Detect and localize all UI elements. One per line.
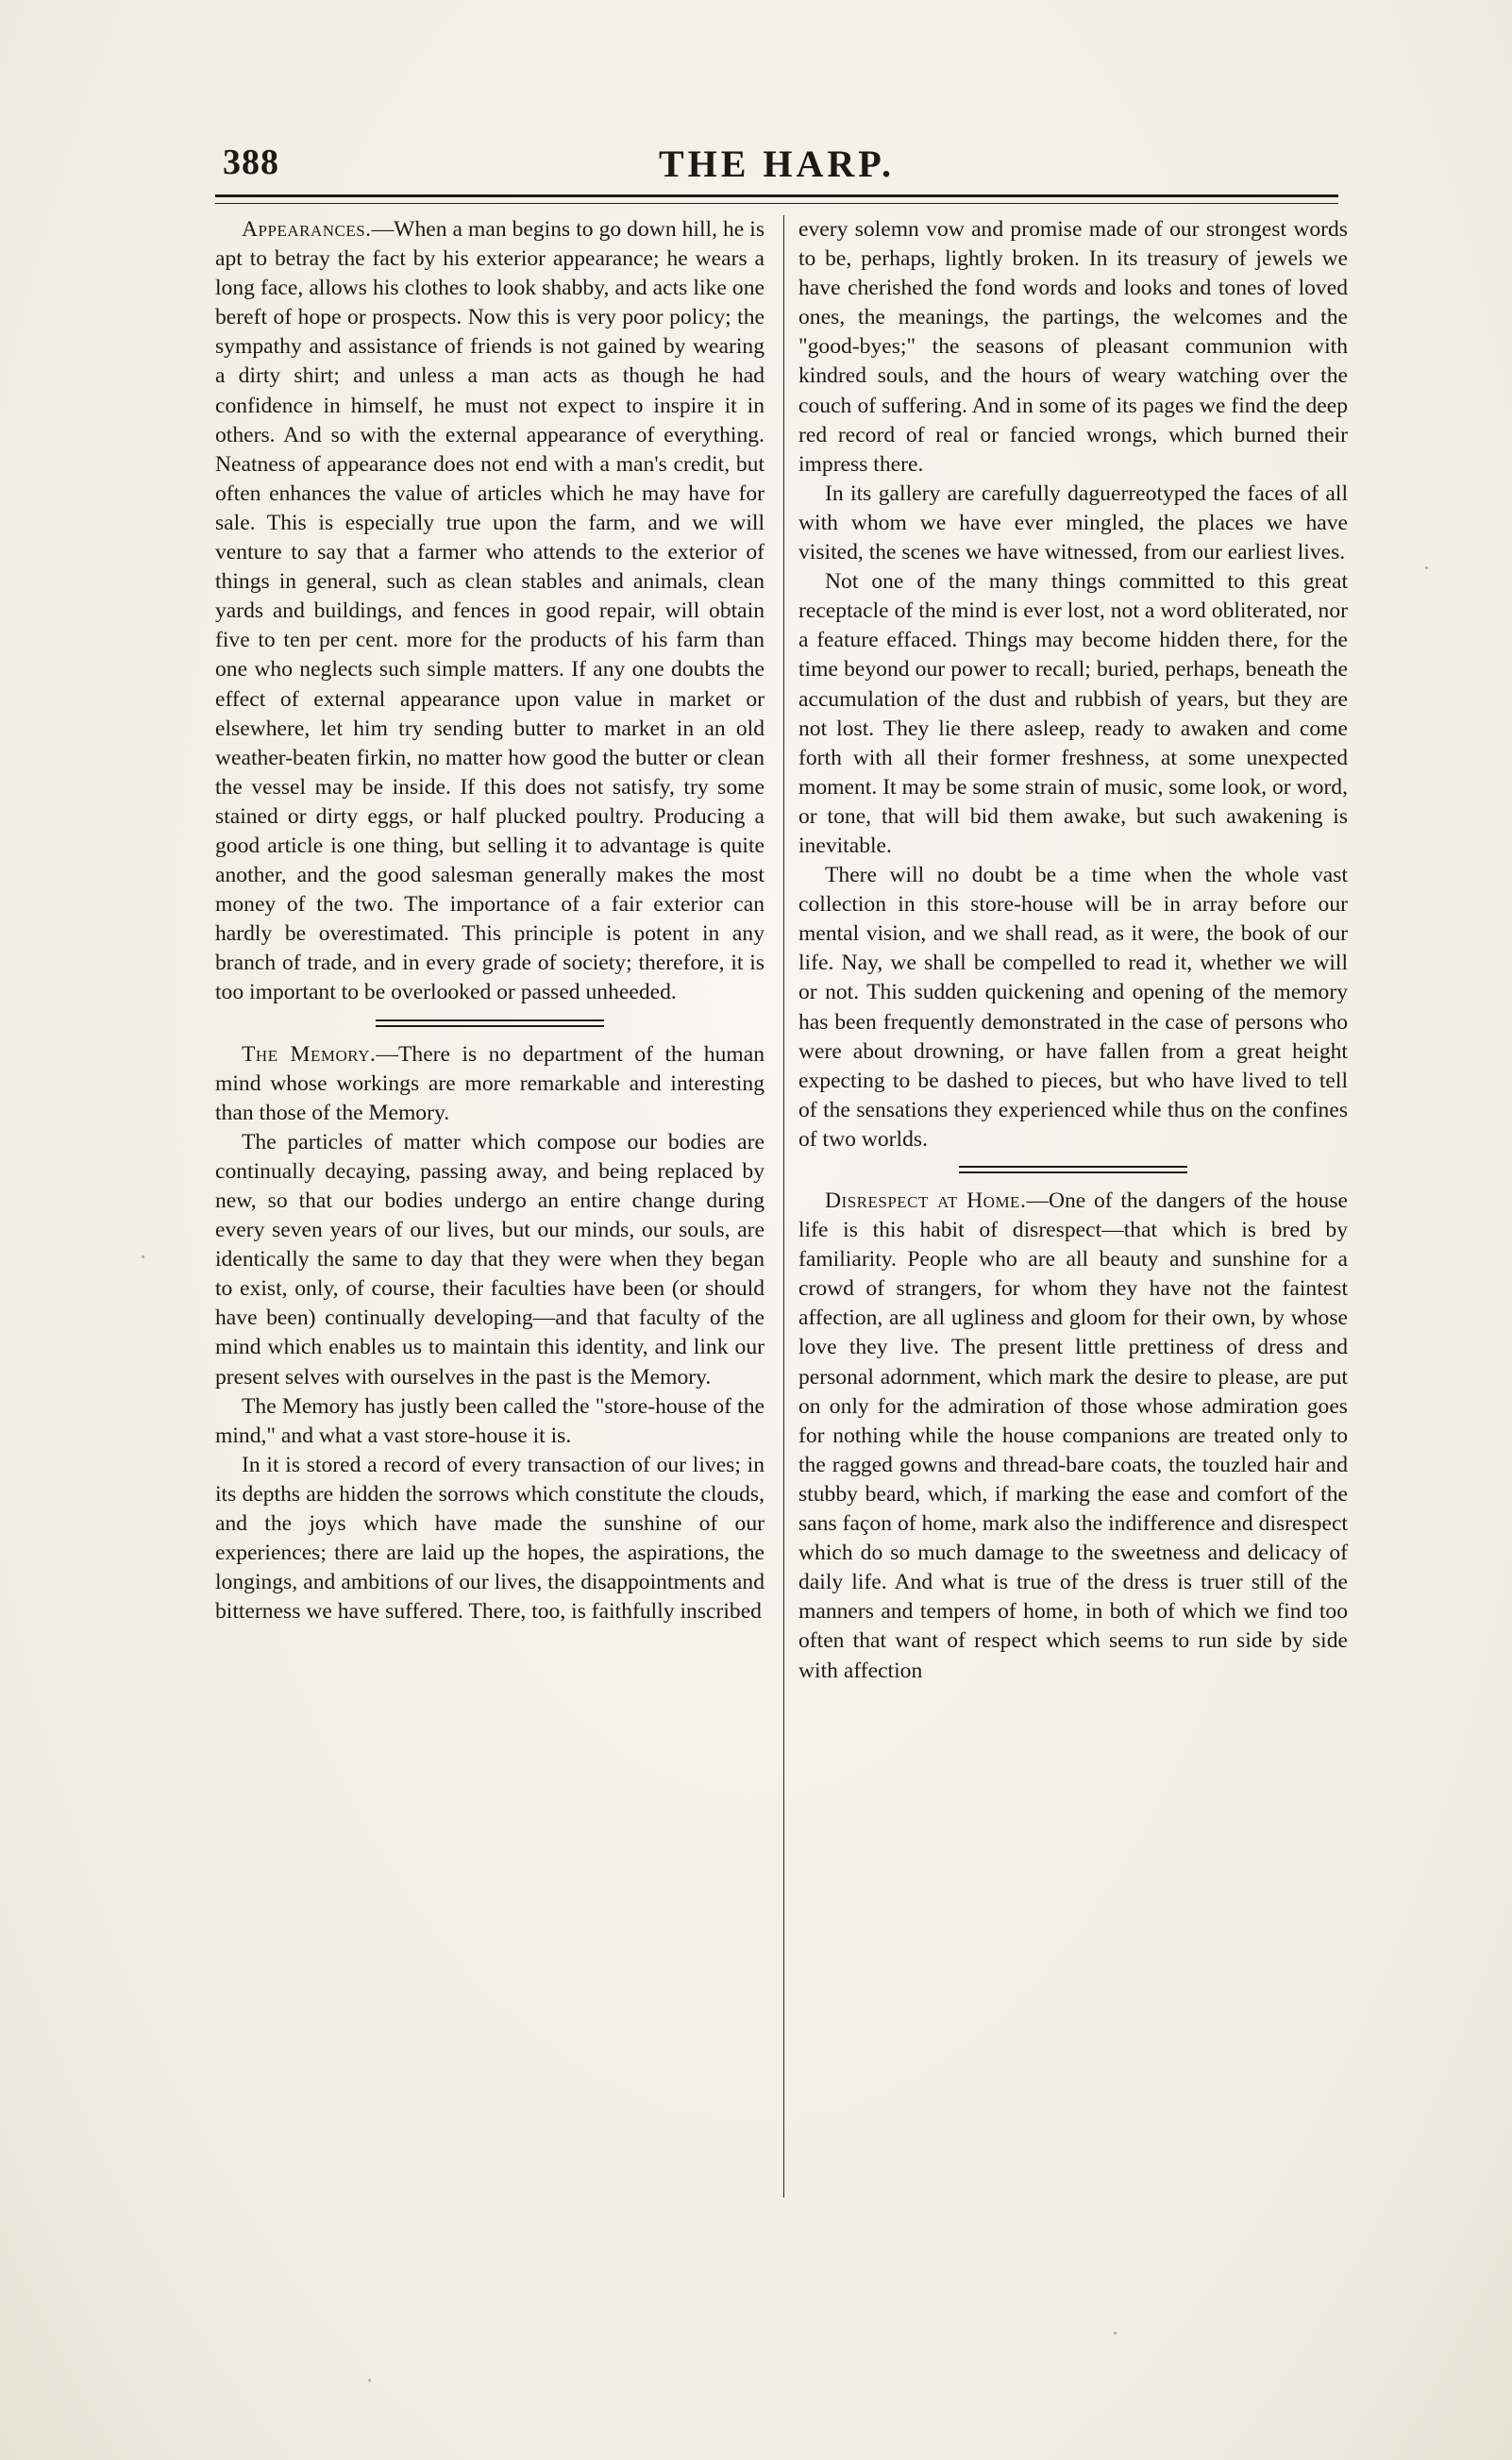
article-heading: Appearances.: [242, 217, 372, 242]
speck: [368, 2379, 371, 2382]
article-paragraph: [215, 1128, 764, 1392]
speck: [1425, 566, 1428, 569]
article-paragraph: [215, 1392, 764, 1451]
speck: [1114, 2332, 1117, 2334]
article-paragraph: [798, 861, 1348, 1154]
paragraph-text: There will no doubt be a time when the whole vast collection in this store-house will be in array before our mental vision, and we shall read, as it were, the book of our life. Nay, we shall be compelled to read it, whether we will or not. This sudden quickening and opening of the memory has been frequently demonstrated in the case of persons who were about drowning, or have fallen from a great height expecting to be dashed to pieces, but who have lived to tell of the sensations they experienced while thus on the confines of two worlds.: [798, 863, 1348, 1152]
paragraph-text: The particles of matter which compose our bodies are continually decaying, passing away, and being replaced by new, so that our bodies undergo an entire change during every seven years of our lives, but our minds, our souls, are identically the same to day that they were when they began to exist, only, of course, their faculties have been (or should have been) continually developing—and that faculty of the mind which enables us to maintain this identity, and link our present selves with ourselves in the past is the Memory.: [215, 1129, 764, 1390]
article-paragraph: [215, 1451, 764, 1627]
column-divider: [783, 215, 784, 2198]
article-paragraph-lead: [798, 1187, 1348, 1686]
right-column: [798, 215, 1348, 1686]
running-title: THE HARP.: [658, 143, 896, 185]
article-paragraph: [798, 215, 1348, 480]
paragraph-text: In it is stored a record of every transaction of our lives; in its depths are hidden the sorrows which constitute the clouds, and the joys which have made the sunshine of our experiences; there are laid up the hopes, the aspirations, the longings, and ambitions of our lives, the disappointments and bitterness we have suffered. There, too, is faithfully inscribed: [215, 1452, 764, 1625]
paragraph-text: In its gallery are carefully daguerreotyped the faces of all with whom we have ever mingled, the places we have visited, the scenes we have witnessed, from our earliest lives.: [798, 480, 1348, 565]
article-heading: The Memory.: [242, 1041, 377, 1067]
section-separator: [798, 1154, 1348, 1187]
page-number: 388: [223, 143, 279, 182]
speck: [142, 1255, 144, 1258]
article-heading: Disrespect at Home.: [825, 1188, 1027, 1213]
paragraph-text: The Memory has justly been called the "store-house of the mind," and what a vast store-house it is.: [215, 1393, 764, 1448]
article-paragraph: [798, 480, 1348, 567]
article-paragraph-lead: [215, 215, 764, 1008]
article-paragraph: [798, 567, 1348, 861]
section-separator: [215, 1008, 764, 1040]
header-rule: [215, 194, 1338, 204]
paragraph-text: —When a man begins to go down hill, he is apt to betray the fact by his exterior appearance; he wears a long face, allows his clothes to look shabby, and acts like one bereft of hope or prospects. Now this is very poor policy; the sympathy and assistance of friends is not gained by wearing a dirty shirt; and unless a man acts as though he had confidence in himself, he must not expect to inspire it in others. And so with the external appearance of everything. Neatness of appearance does not end with a man's credit, but often enhances the value of articles which he may have for sale. This is especially true upon the farm, and we will venture to say that a farmer who attends to the exterior of things in general, such as clean stables and animals, clean yards and buildings, and fences in good repair, will obtain five to ten per cent. more for the products of his farm than one who neglects such simple matters. If any one doubts the effect of external appearance upon value in market or elsewhere, let him try sending butter to market in an old weather-beaten firkin, no matter how good the butter or clean the vessel may be inside. If this does not satisfy, try some stained or dirty eggs, or half plucked poultry. Producing a good article is one thing, but selling it to advantage is quite another, and the good salesman generally makes the most money of the two. The importance of a fair exterior can hardly be overestimated. This principle is potent in any branch of trade, and in every grade of society; therefore, it is too important to be overlooked or passed unheeded.: [215, 217, 764, 1005]
article-paragraph-lead: [215, 1040, 764, 1128]
page-header: [215, 142, 1338, 189]
paragraph-text: every solemn vow and promise made of our strongest words to be, perhaps, lightly broken. In its treasury of jewels we have cherished the fond words and looks and tones of loved ones, the meanings, the partings, the welcomes and the "good-byes;" the seasons of pleasant communion with kindred souls, and the hours of weary watching over the couch of suffering. And in some of its pages we find the deep red record of real or fancied wrongs, which burned their impress there.: [798, 217, 1348, 477]
left-column: [215, 215, 764, 1626]
paragraph-text: —There is no department of the human mind whose workings are more remarkable and interesting than those of the Memory.: [215, 1041, 764, 1125]
paragraph-text: Not one of the many things committed to this great receptacle of the mind is ever lost, not a word obliterated, nor a feature effaced. Things may become hidden there, for the time beyond our power to recall; buried, perhaps, beneath the accumulation of the dust and rubbish of years, but they are not lost. They lie there asleep, ready to awaken and come forth with all their former freshness, at some unexpected moment. It may be some strain of music, some look, or word, or tone, that will bid them awake, but such awakening is inevitable.: [798, 569, 1348, 858]
paragraph-text: —One of the dangers of the house life is this habit of disrespect—that which is bred by familiarity. People who are all beauty and sunshine for a crowd of strangers, for whom they have not the faintest affection, are all ugliness and gloom for their own, by whose love they live. The present little prettiness of dress and personal adornment, which mark the desire to please, are put on only for the admiration of those whose admiration goes for nothing while the house companions are treated only to the ragged gowns and thread-bare coats, the touzled hair and stubby beard, which, if marking the ease and comfort of the sans façon of home, mark also the indifference and disrespect which do so much damage to the sweetness and delicacy of daily life. And what is true of the dress is truer still of the manners and tempers of home, in both of which we find too often that want of respect which seems to run side by side with affection: [798, 1188, 1348, 1683]
